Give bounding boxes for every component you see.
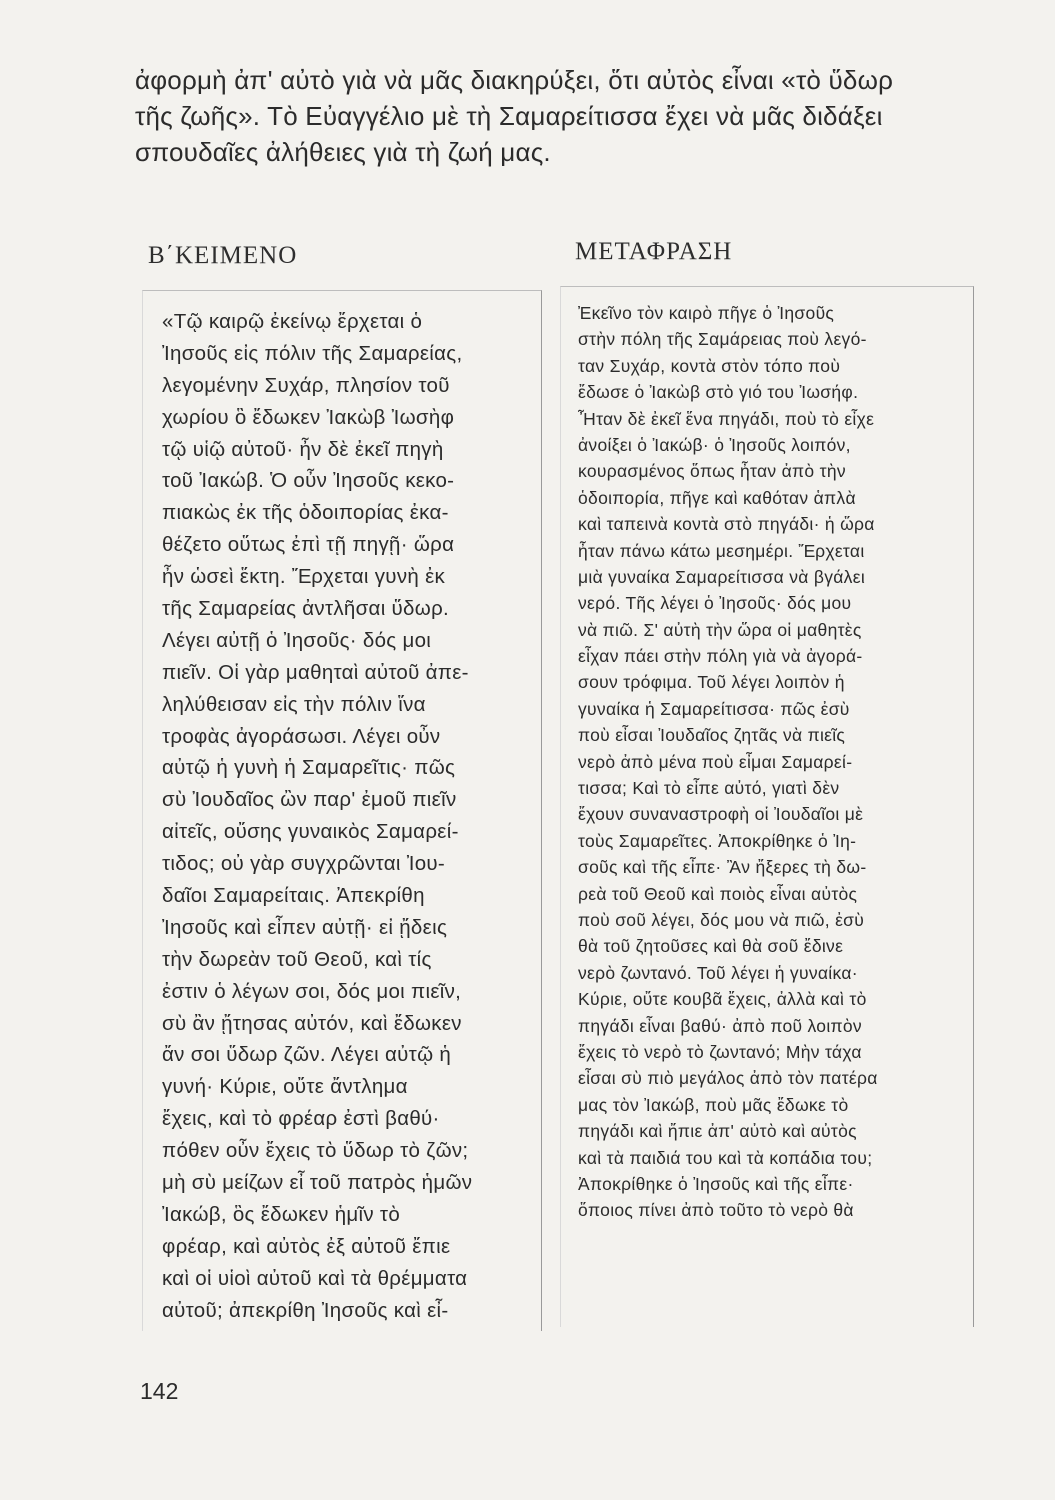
page-number: 142 xyxy=(140,1378,179,1404)
original-text-line: ληλύθεισαν εἰς τὴν πόλιν ἵνα xyxy=(162,692,426,716)
translation-line: Ἦταν δὲ ἐκεῖ ἕνα πηγάδι, ποὺ τὸ εἶχε xyxy=(578,408,875,429)
intro-line: σπουδαῖες ἀλήθειες γιὰ τὴ ζωή μας. xyxy=(135,137,551,167)
intro-line: τῆς ζωῆς». Τὸ Εὐαγγέλιο μὲ τὴ Σαμαρείτισσα ἔχει νὰ μᾶς διδάξει xyxy=(135,101,883,131)
original-text-line: τροφὰς ἀγοράσωσι. Λέγει οὖν xyxy=(162,724,441,748)
translation-line: ποὺ εἶσαι Ἰουδαῖος ζητᾶς νὰ πιεῖς xyxy=(578,725,846,746)
translation-column xyxy=(578,300,962,1224)
original-text-line: Ἰησοῦς καὶ εἶπεν αὐτῇ· εἰ ᾔδεις xyxy=(162,915,448,939)
translation-line: ἦταν πάνω κάτω μεσημέρι. Ἔρχεται xyxy=(578,540,865,561)
intro-paragraph xyxy=(135,62,975,170)
translation-line: ἀνοίξει ὁ Ἰακώβ· ὁ Ἰησοῦς λοιπόν, xyxy=(578,434,851,455)
translation-heading: ΜΕΤΑΦΡΑΣΗ xyxy=(575,238,733,265)
original-text-line: χωρίου ὃ ἔδωκεν Ἰακὼβ Ἰωσὴφ xyxy=(162,405,455,429)
original-text-line: τιδος; οὐ γὰρ συγχρῶνται Ἰου- xyxy=(162,852,446,876)
original-text-line: τῷ υἱῷ αὐτοῦ· ἦν δὲ ἐκεῖ πηγὴ xyxy=(162,437,444,461)
translation-line: νερὸ ζωντανό. Τοῦ λέγει ἡ γυναίκα· xyxy=(578,962,858,983)
translation-line: τισσα; Καὶ τὸ εἶπε αὐτό, γιατὶ δὲν xyxy=(578,778,840,799)
translation-line: ρεὰ τοῦ Θεοῦ καὶ ποιὸς εἶναι αὐτὸς xyxy=(578,883,858,904)
original-text-line: τοῦ Ἰακώβ. Ὁ οὖν Ἰησοῦς κεκο- xyxy=(162,469,455,493)
translation-line: Κύριε, οὔτε κουβᾶ ἔχεις, ἀλλὰ καὶ τὸ xyxy=(578,989,867,1010)
original-text-column xyxy=(162,306,540,1327)
translation-line: γυναίκα ἡ Σαμαρείτισσα· πῶς ἐσὺ xyxy=(578,698,850,719)
translation-line: εἶσαι σὺ πιὸ μεγάλος ἀπὸ τὸν πατέρα xyxy=(578,1068,878,1089)
translation-line: πηγάδι καὶ ἤπιε ἀπ' αὐτὸ καὶ αὐτὸς xyxy=(578,1121,857,1142)
original-text-line: πιακὼς ἐκ τῆς ὁδοιπορίας ἐκα- xyxy=(162,501,449,525)
translation-line: ἔχουν συναναστροφὴ οἱ Ἰουδαῖοι μὲ xyxy=(578,804,864,825)
original-text-line: θέζετο οὕτως ἐπὶ τῇ πηγῇ· ὥρα xyxy=(162,533,455,557)
original-text-line: αὐτοῦ; ἀπεκρίθη Ἰησοῦς καὶ εἶ- xyxy=(162,1298,449,1322)
translation-line: ταν Συχάρ, κοντὰ στὸν τόπο ποὺ xyxy=(578,355,841,376)
original-text-line: Ἰακώβ, ὃς ἔδωκεν ἡμῖν τὸ xyxy=(162,1202,401,1226)
original-text-line: ἄν σοι ὕδωρ ζῶν. Λέγει αὐτῷ ἡ xyxy=(162,1043,452,1067)
original-text-line: ἐστιν ὁ λέγων σοι, δός μοι πιεῖν, xyxy=(162,979,462,1003)
translation-line: εἶχαν πάει στὴν πόλη γιὰ νὰ ἀγορά- xyxy=(578,646,863,667)
original-text-line: πόθεν οὖν ἔχεις τὸ ὕδωρ τὸ ζῶν; xyxy=(162,1139,469,1163)
original-text-line: λεγομένην Συχάρ, πλησίον τοῦ xyxy=(162,373,450,397)
original-text-line: Ἰησοῦς εἰς πόλιν τῆς Σαμαρείας, xyxy=(162,341,463,365)
translation-line: στὴν πόλη τῆς Σαμάρειας ποὺ λεγό- xyxy=(578,329,867,350)
original-text-line: δαῖοι Σαμαρείταις. Ἀπεκρίθη xyxy=(162,884,425,908)
original-text-line: αἰτεῖς, οὔσης γυναικὸς Σαμαρεί- xyxy=(162,820,459,844)
original-text-line: ἦν ὡσεὶ ἕκτη. Ἔρχεται γυνὴ ἐκ xyxy=(162,565,446,589)
original-text-line: σὺ Ἰουδαῖος ὢν παρ' ἐμοῦ πιεῖν xyxy=(162,788,457,812)
translation-line: καὶ ταπεινὰ κοντὰ στὸ πηγάδι· ἡ ὥρα xyxy=(578,514,875,535)
original-text-line: γυνή· Κύριε, οὔτε ἄντλημα xyxy=(162,1075,408,1099)
original-text-line: Λέγει αὐτῇ ὁ Ἰησοῦς· δός μοι xyxy=(162,628,432,652)
translation-line: πηγάδι εἶναι βαθύ· ἀπὸ ποῦ λοιπὸν xyxy=(578,1015,862,1036)
intro-line: ἀφορμὴ ἀπ' αὐτὸ γιὰ νὰ μᾶς διακηρύξει, ὅτι αὐτὸς εἶναι «τὸ ὕδωρ xyxy=(135,65,894,95)
translation-line: κουρασμένος ὅπως ἦταν ἀπὸ τὴν xyxy=(578,461,846,482)
translation-line: μιὰ γυναίκα Σαμαρείτισσα νὰ βγάλει xyxy=(578,566,866,587)
translation-line: ἔδωσε ὁ Ἰακὼβ στὸ γιό του Ἰωσήφ. xyxy=(578,382,859,403)
translation-line: Ἐκεῖνο τὸν καιρὸ πῆγε ὁ Ἰησοῦς xyxy=(578,303,835,323)
translation-line: νὰ πιῶ. Σ' αὐτὴ τὴν ὥρα οἱ μαθητὲς xyxy=(578,619,862,640)
original-text-line: καὶ οἱ υἱοὶ αὐτοῦ καὶ τὰ θρέμματα xyxy=(162,1266,468,1290)
translation-line: σοῦς καὶ τῆς εἶπε· Ἂν ἤξερες τὴ δω- xyxy=(578,857,867,878)
translation-line: ὅποιος πίνει ἀπὸ τοῦτο τὸ νερὸ θὰ xyxy=(578,1200,854,1221)
original-text-line: τὴν δωρεὰν τοῦ Θεοῦ, καὶ τίς xyxy=(162,947,432,971)
translation-line: νερὸ ἀπὸ μένα ποὺ εἶμαι Σαμαρεί- xyxy=(578,751,853,772)
translation-line: θὰ τοῦ ζητοῦσες καὶ θὰ σοῦ ἔδινε xyxy=(578,936,844,957)
translation-line: καὶ τὰ παιδιά του καὶ τὰ κοπάδια του; xyxy=(578,1147,873,1168)
translation-line: μας τὸν Ἰακώβ, ποὺ μᾶς ἔδωκε τὸ xyxy=(578,1094,849,1115)
translation-line: ἔχεις τὸ νερὸ τὸ ζωντανό; Μὴν τάχα xyxy=(578,1041,862,1062)
original-text-line: φρέαρ, καὶ αὐτὸς ἐξ αὐτοῦ ἔπιε xyxy=(162,1234,451,1258)
original-text-line: πιεῖν. Οἱ γὰρ μαθηταὶ αὐτοῦ ἀπε- xyxy=(162,660,469,684)
translation-line: νερό. Τῆς λέγει ὁ Ἰησοῦς· δός μου xyxy=(578,593,852,614)
translation-line: Ἀποκρίθηκε ὁ Ἰησοῦς καὶ τῆς εἶπε· xyxy=(578,1173,854,1194)
original-text-line: σὺ ἂν ᾔτησας αὐτόν, καὶ ἔδωκεν xyxy=(162,1011,462,1035)
translation-line: τοὺς Σαμαρεῖτες. Ἀποκρίθηκε ὁ Ἰη- xyxy=(578,830,857,851)
original-text-line: τῆς Σαμαρείας ἀντλῆσαι ὕδωρ. xyxy=(162,597,450,621)
original-text-heading: Β΄ΚΕΙΜΕΝΟ xyxy=(148,242,298,269)
original-text-line: ἔχεις, καὶ τὸ φρέαρ ἐστὶ βαθύ· xyxy=(162,1107,440,1131)
translation-line: ποὺ σοῦ λέγει, δός μου νὰ πιῶ, ἐσὺ xyxy=(578,909,865,930)
original-text-line: μὴ σὺ μείζων εἶ τοῦ πατρὸς ἡμῶν xyxy=(162,1171,473,1195)
original-text-line: «Τῷ καιρῷ ἐκείνῳ ἔρχεται ὁ xyxy=(162,310,423,333)
original-text-line: αὐτῷ ἡ γυνὴ ἡ Σαμαρεῖτις· πῶς xyxy=(162,756,456,780)
translation-line: σουν τρόφιμα. Τοῦ λέγει λοιπὸν ἡ xyxy=(578,672,845,693)
translation-line: ὁδοιπορία, πῆγε καὶ καθόταν ἁπλὰ xyxy=(578,487,856,508)
